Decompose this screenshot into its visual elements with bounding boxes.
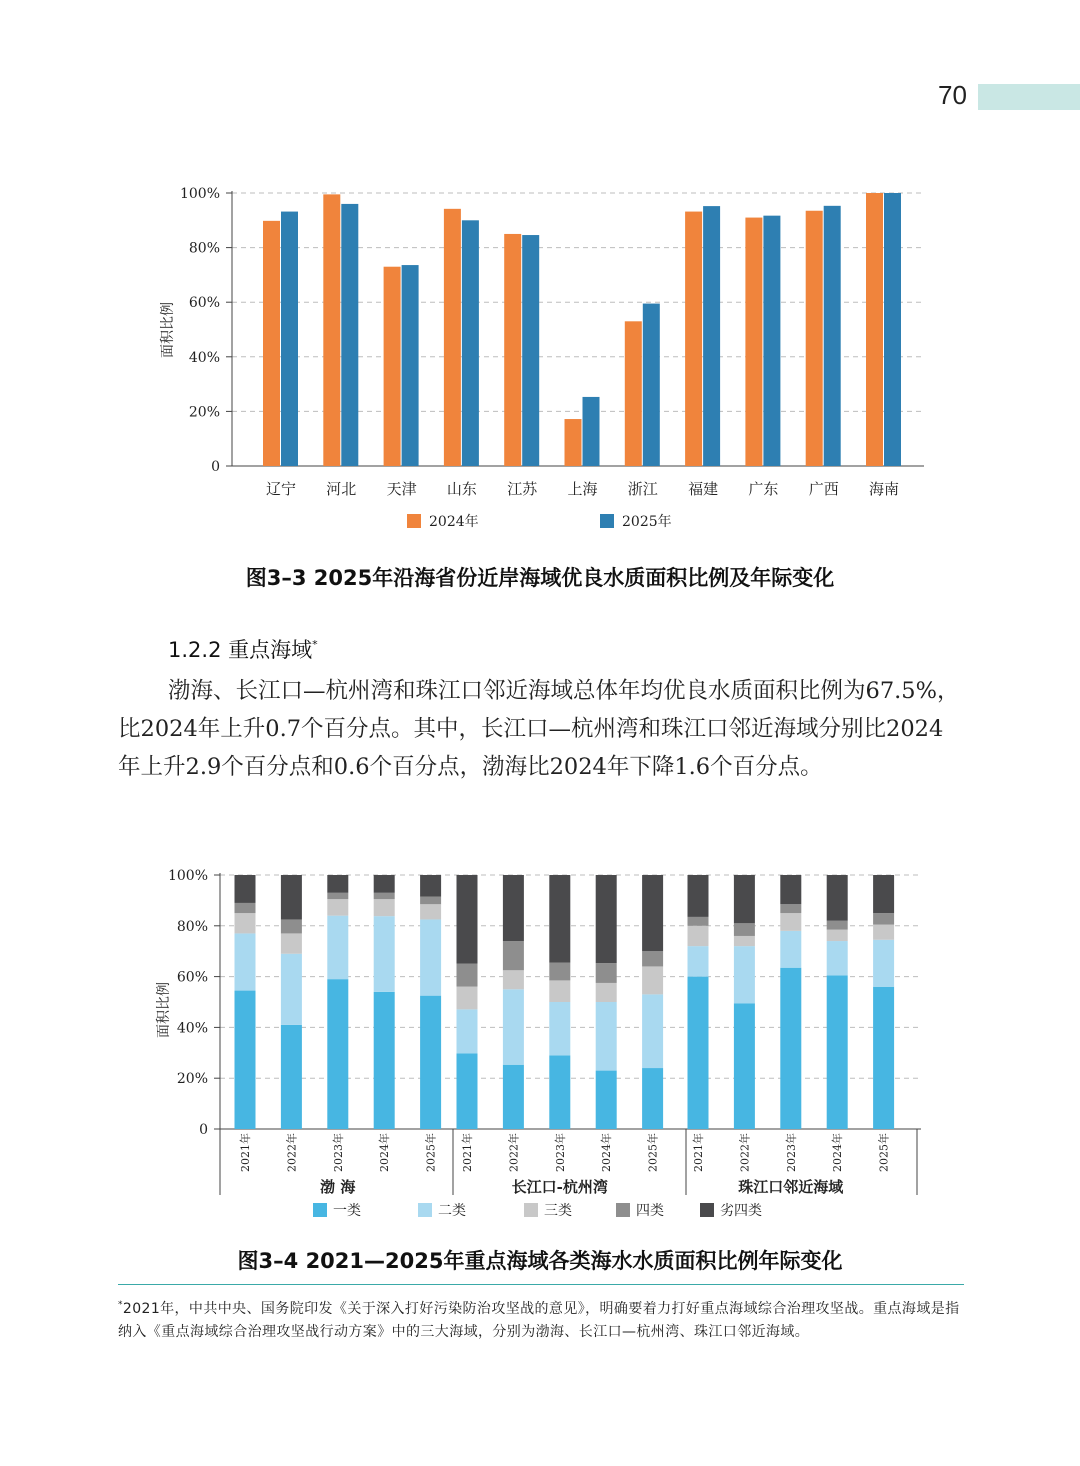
stack-segment bbox=[281, 954, 302, 1025]
stack-segment bbox=[374, 992, 395, 1129]
legend-swatch bbox=[600, 514, 614, 528]
stack-segment bbox=[549, 963, 570, 981]
year-label: 2021年 bbox=[692, 1133, 705, 1172]
stack-segment bbox=[688, 926, 709, 946]
group-label: 长江口-杭州湾 bbox=[511, 1178, 608, 1196]
stack-segment bbox=[780, 904, 801, 913]
stack-segment bbox=[420, 875, 441, 897]
stack-segment bbox=[873, 940, 894, 987]
y-tick-label: 60% bbox=[176, 969, 208, 986]
stack-segment bbox=[642, 994, 663, 1068]
legend-label: 2024年 bbox=[429, 514, 479, 530]
x-tick-label: 海南 bbox=[868, 480, 900, 498]
legend-swatch bbox=[616, 1203, 630, 1217]
y-tick-label: 60% bbox=[188, 295, 220, 312]
section-title bbox=[168, 634, 318, 664]
stack-segment bbox=[420, 996, 441, 1129]
stack-segment bbox=[457, 1053, 478, 1129]
stack-segment bbox=[688, 875, 709, 917]
bar bbox=[685, 212, 702, 466]
section-title-text: 1.2.2 重点海域 bbox=[168, 638, 313, 662]
y-axis-label: 面积比例 bbox=[160, 302, 176, 358]
stack-segment bbox=[873, 925, 894, 940]
bar bbox=[824, 206, 841, 466]
stack-segment bbox=[457, 987, 478, 1010]
y-tick-label: 40% bbox=[176, 1020, 208, 1037]
x-tick-label: 江苏 bbox=[507, 480, 538, 498]
stack-segment bbox=[281, 933, 302, 953]
stack-segment bbox=[374, 893, 395, 899]
stack-segment bbox=[873, 875, 894, 913]
page-tab-decoration bbox=[978, 84, 1080, 110]
bar bbox=[281, 212, 298, 466]
year-label: 2022年 bbox=[285, 1133, 299, 1172]
year-label: 2024年 bbox=[831, 1133, 845, 1172]
bar bbox=[703, 206, 720, 466]
stack-segment bbox=[457, 964, 478, 987]
stack-segment bbox=[596, 1071, 617, 1129]
stack-segment bbox=[780, 931, 801, 968]
stack-segment bbox=[327, 899, 348, 916]
year-label: 2025年 bbox=[877, 1133, 891, 1172]
stack-segment bbox=[281, 919, 302, 933]
stack-segment bbox=[235, 933, 256, 990]
stack-segment bbox=[549, 980, 570, 1002]
bar bbox=[583, 397, 600, 466]
y-tick-label: 20% bbox=[188, 404, 220, 421]
stack-segment bbox=[420, 897, 441, 905]
stack-segment bbox=[327, 979, 348, 1129]
footnote-mark-ref: * bbox=[118, 1300, 123, 1310]
stack-segment bbox=[235, 913, 256, 933]
stack-segment bbox=[734, 946, 755, 1003]
stack-segment bbox=[549, 1002, 570, 1055]
stack-segment bbox=[503, 989, 524, 1064]
stack-segment bbox=[281, 1025, 302, 1129]
bar bbox=[745, 218, 762, 466]
stack-segment bbox=[734, 1003, 755, 1129]
x-tick-label: 广东 bbox=[748, 480, 779, 498]
stack-segment bbox=[235, 903, 256, 913]
stack-segment bbox=[688, 977, 709, 1129]
stack-segment bbox=[374, 875, 395, 893]
y-tick-label: 100% bbox=[167, 868, 208, 884]
x-tick-label: 广西 bbox=[808, 480, 839, 498]
bar bbox=[444, 209, 461, 466]
y-tick-label: 0 bbox=[211, 459, 220, 475]
stack-segment bbox=[235, 991, 256, 1129]
page-number: 70 bbox=[938, 80, 967, 110]
bar bbox=[462, 220, 479, 466]
legend-label: 一类 bbox=[333, 1203, 361, 1219]
year-label: 2021年 bbox=[461, 1133, 474, 1172]
bar bbox=[323, 194, 340, 466]
stack-segment bbox=[734, 936, 755, 946]
group-label: 珠江口邻近海域 bbox=[738, 1178, 844, 1196]
body-paragraph: 渤海、长江口—杭州湾和珠江口邻近海域总体年均优良水质面积比例为67.5%，比2024年上升0.7个百分点。其中，长江口—杭州湾和珠江口邻近海域分别比2024年上升2.9个百分点和0.6个百分点，渤海比2024年下降1.6个百分点。 bbox=[118, 678, 960, 780]
legend-label: 二类 bbox=[438, 1203, 466, 1219]
legend-swatch bbox=[700, 1203, 714, 1217]
year-label: 2023年 bbox=[331, 1133, 345, 1172]
x-tick-label: 福建 bbox=[688, 480, 719, 498]
stack-segment bbox=[281, 875, 302, 919]
year-label: 2021年 bbox=[239, 1133, 252, 1172]
stack-segment bbox=[827, 975, 848, 1129]
stack-segment bbox=[827, 875, 848, 921]
legend-swatch bbox=[407, 514, 421, 528]
bar bbox=[884, 193, 901, 466]
legend-swatch bbox=[418, 1203, 432, 1217]
stack-segment bbox=[642, 1068, 663, 1129]
figure-caption-3-3: 图3–3 2025年沿海省份近岸海域优良水质面积比例及年际变化 bbox=[245, 566, 835, 590]
bar bbox=[402, 265, 419, 466]
bar bbox=[643, 304, 660, 466]
x-tick-label: 山东 bbox=[446, 480, 477, 498]
bar bbox=[625, 321, 642, 466]
stack-segment bbox=[235, 875, 256, 903]
bar bbox=[263, 221, 280, 466]
x-tick-label: 天津 bbox=[386, 480, 417, 498]
stack-segment bbox=[873, 987, 894, 1129]
stack-segment bbox=[596, 963, 617, 983]
bar bbox=[866, 193, 883, 466]
x-tick-label: 浙江 bbox=[627, 480, 658, 498]
y-tick-label: 20% bbox=[176, 1071, 208, 1088]
x-tick-label: 辽宁 bbox=[265, 480, 297, 498]
stack-segment bbox=[374, 916, 395, 992]
stack-segment bbox=[642, 951, 663, 966]
stack-segment bbox=[827, 930, 848, 941]
bar bbox=[341, 204, 358, 466]
bar bbox=[565, 419, 582, 466]
y-tick-label: 100% bbox=[179, 186, 220, 202]
y-tick-label: 80% bbox=[188, 240, 220, 257]
stack-segment bbox=[688, 946, 709, 976]
stack-segment bbox=[688, 917, 709, 926]
stack-segment bbox=[873, 913, 894, 924]
stack-segment bbox=[596, 875, 617, 963]
year-label: 2025年 bbox=[646, 1133, 660, 1172]
stack-segment bbox=[780, 968, 801, 1129]
x-tick-label: 上海 bbox=[567, 480, 598, 498]
stack-segment bbox=[327, 893, 348, 899]
stack-segment bbox=[827, 921, 848, 930]
stack-segment bbox=[503, 941, 524, 970]
stack-segment bbox=[503, 970, 524, 989]
stack-segment bbox=[596, 1002, 617, 1071]
year-label: 2023年 bbox=[784, 1133, 798, 1172]
stack-segment bbox=[780, 875, 801, 904]
legend-label: 三类 bbox=[544, 1203, 572, 1219]
stack-segment bbox=[596, 983, 617, 1002]
legend-label: 四类 bbox=[636, 1203, 664, 1219]
footnote bbox=[118, 1294, 964, 1344]
footnote-divider bbox=[118, 1284, 964, 1285]
stack-segment bbox=[549, 1055, 570, 1129]
y-tick-label: 80% bbox=[176, 918, 208, 935]
y-axis-label: 面积比例 bbox=[156, 982, 172, 1038]
legend-label: 2025年 bbox=[622, 514, 672, 530]
stack-segment bbox=[642, 966, 663, 994]
stack-segment bbox=[827, 941, 848, 975]
year-label: 2024年 bbox=[600, 1133, 614, 1172]
stack-segment bbox=[503, 875, 524, 941]
year-label: 2025年 bbox=[424, 1133, 438, 1172]
x-tick-label: 河北 bbox=[326, 480, 357, 498]
legend-label: 劣四类 bbox=[720, 1203, 762, 1219]
stack-segment bbox=[327, 875, 348, 893]
y-tick-label: 40% bbox=[188, 349, 220, 366]
bar bbox=[522, 235, 539, 466]
bar bbox=[763, 216, 780, 466]
stack-segment bbox=[374, 899, 395, 916]
stack-segment bbox=[734, 923, 755, 936]
stack-segment bbox=[549, 875, 570, 963]
footnote-text: 2021年，中共中央、国务院印发《关于深入打好污染防治攻坚战的意见》，明确要着力打好重点海域综合治理攻坚战。重点海域是指纳入《重点海域综合治理攻坚战行动方案》中的三大海域，分别为渤海、长江口—杭州湾、珠江口邻近海域。 bbox=[118, 1301, 960, 1340]
figure-caption-3-4: 图3–4 2021—2025年重点海域各类海水水质面积比例年际变化 bbox=[237, 1249, 843, 1273]
stack-segment bbox=[457, 1009, 478, 1053]
y-tick-label: 0 bbox=[199, 1122, 208, 1138]
year-label: 2024年 bbox=[378, 1133, 392, 1172]
stack-segment bbox=[503, 1065, 524, 1129]
stack-segment bbox=[734, 875, 755, 923]
stack-segment bbox=[457, 875, 478, 964]
group-label: 渤 海 bbox=[320, 1178, 356, 1196]
footnote-mark: * bbox=[312, 638, 318, 651]
stack-segment bbox=[327, 916, 348, 980]
legend-swatch bbox=[313, 1203, 327, 1217]
year-label: 2022年 bbox=[738, 1133, 752, 1172]
legend-swatch bbox=[524, 1203, 538, 1217]
stack-segment bbox=[642, 875, 663, 951]
stack-segment bbox=[420, 904, 441, 919]
stack-segment bbox=[420, 919, 441, 995]
stack-segment bbox=[780, 913, 801, 931]
bar bbox=[806, 211, 823, 466]
bar bbox=[504, 234, 521, 466]
bar bbox=[384, 267, 401, 466]
year-label: 2023年 bbox=[553, 1133, 567, 1172]
year-label: 2022年 bbox=[507, 1133, 521, 1172]
